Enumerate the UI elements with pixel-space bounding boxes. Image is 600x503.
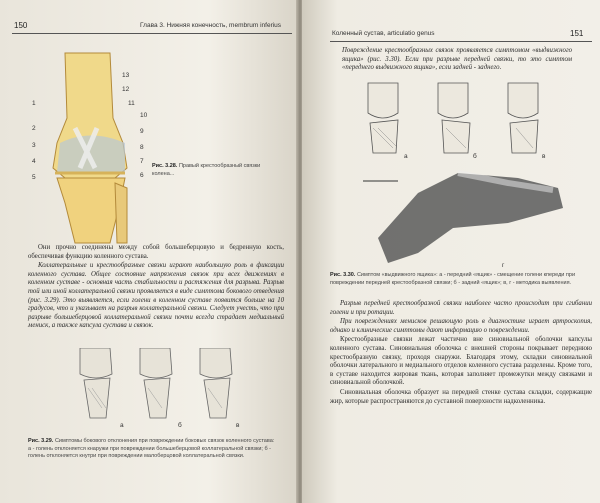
right-paragraph-1: Разрыв передней крестообразной связки наиболее часто происходит при сгибании голени и при ротации.: [330, 300, 592, 316]
fig330-caption-text: Симптом «выдвижного ящика»: а - передний «ящик» - смещение голени кпереди при повреждении передней крестообразной связки; б - задний «ящик»; в, г - методика выявления.: [330, 272, 576, 286]
fig330-label-b: б: [473, 153, 477, 160]
fig329-caption: [28, 438, 278, 461]
fig329-label-b: б: [178, 422, 182, 429]
right-running-head: Коленный сустав, articulatio genus: [332, 30, 435, 37]
fig330-label-d: г: [502, 262, 505, 269]
fig328-label-1: 1: [32, 100, 36, 107]
fig328-caption-label: Рис. 3.28.: [152, 163, 178, 169]
right-paragraph-4: Синовиальная оболочка образует на передней стенке сустава складки, содержащие жир, которые распространяются до суставной поверхности надколенника.: [330, 388, 592, 405]
fig330-caption-label: Рис. 3.30.: [330, 272, 356, 278]
right-paragraph-2: При повреждениях менисков решающую роль в диагностике играет артроскопия, однако и клинические симптомы дают информацию о повреждении.: [330, 318, 592, 334]
fig329-caption-label: Рис. 3.29.: [28, 438, 54, 444]
left-body-text: [28, 244, 284, 332]
fig328-label-10: 10: [140, 112, 148, 119]
fig328-label-13: 13: [122, 72, 130, 79]
right-intro-text: Повреждение крестообразных связок проявляется симптомом «выдвижного ящика» (рис. 3.30). Если при разрыве передней связки, то это симптом «переднего выдвижного ящика», если задней - заднего.: [342, 47, 572, 72]
left-paragraph-2: Коллатеральные и крестообразные связки играют наибольшую роль в фиксации коленного сустава. Общее состояние напряжения связок при всех движениях в коленном суставе - основная часть стабильности и растяжения для разрыва. Разрыв той или иной коллатеральной связки проявляется в виде симптома бокового отведения (рис. 3.29). Это выявляется, если голени в коленном суставе появится больше на 10 градусов, что и указывает на разрыв коллатеральной связки. Следует учесть, что при разрыве большеберцовой коллатеральной связки почти всегда страдает медиальный мениск, а также капсула сустава и связок.: [28, 262, 284, 330]
right-page-number: 151: [570, 29, 584, 38]
fig328-label-6: 6: [140, 172, 144, 179]
left-paragraph-1: Они прочно соединены между собой большеберцовую и бедренную кость, обеспечивая функцию коленного сустава.: [28, 244, 284, 260]
fig328-caption-text: Правый крестообразный связки колена...: [152, 163, 261, 177]
fig328-label-9: 9: [140, 128, 144, 135]
fig330-label-c: в: [542, 153, 546, 160]
fig329-label-a: а: [120, 422, 124, 429]
fig328-label-11: 11: [128, 100, 135, 107]
left-header-rule: [12, 33, 292, 34]
fig328-label-3: 3: [32, 142, 36, 149]
fig328-label-8: 8: [140, 144, 144, 151]
fig330-label-a: а: [404, 153, 408, 160]
right-paragraph-3: Крестообразные связки лежат частично вне синовиальной оболочки капсулы коленного сустава. Синовиальная оболочка с внешней стороны покрывает переднюю крестообразную связку, проходя снаружи. Благодаря этому, складки синовиальной оболочки латерального и медиального отделов коленного сустава разделены. Кроме того, в суставе находится жировая ткань, которая заполняет промежутки между связками и синовиальной оболочкой.: [330, 336, 592, 387]
fig329-drawings: [70, 348, 250, 420]
fig328-label-2: 2: [32, 125, 36, 132]
left-running-head: Глава 3. Нижняя конечность, membrum inferius: [140, 22, 282, 29]
fig328-caption: [152, 163, 280, 178]
fig329-label-c: в: [236, 422, 240, 429]
right-page: [302, 0, 600, 503]
fig328-label-5: 5: [32, 174, 36, 181]
fig330-drawings: [358, 78, 588, 273]
fig329-caption-text: Симптомы бокового отклонения при повреждении боковых связок коленного сустава: а - голень отклоняется кнаружи при повреждении большеберцовой коллатеральной связки; б - голень отклоняется кнутри при повреждении малоберцовой коллатеральной связки.: [28, 438, 275, 459]
right-header-rule: [330, 41, 592, 42]
left-page: [0, 0, 298, 503]
left-page-number: 150: [14, 21, 28, 30]
fig328-label-12: 12: [122, 86, 130, 93]
fig328-label-7: 7: [140, 158, 144, 165]
right-body-text: [330, 300, 592, 407]
fig328-label-4: 4: [32, 158, 36, 165]
fig330-caption: [330, 272, 592, 287]
